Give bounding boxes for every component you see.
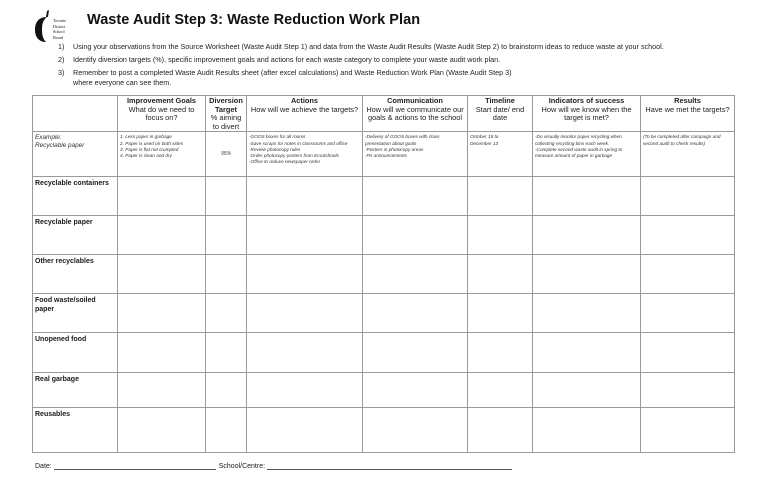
goals-cell[interactable]	[118, 408, 206, 453]
example-row	[33, 132, 735, 177]
goals-cell[interactable]	[118, 255, 206, 294]
example-goal: 1. Less paper in garbage	[120, 134, 172, 140]
category-label: Other recyclables	[33, 255, 118, 294]
example-communication-item: -Posters in photocopy areas	[365, 146, 424, 152]
target-cell[interactable]	[206, 408, 247, 453]
column-header-actions	[247, 96, 363, 132]
instructions-list	[58, 42, 758, 87]
example-action: -Save scraps for notes in classrooms and office	[249, 140, 348, 146]
category-label: Real garbage	[33, 373, 118, 408]
header-subtitle: How will we know when the target is met?	[541, 104, 632, 123]
example-communication	[363, 132, 468, 177]
indicators-cell[interactable]	[533, 408, 641, 453]
date-label: Date:	[35, 463, 52, 470]
instruction-item	[58, 55, 758, 68]
logo-line: Toronto	[53, 18, 67, 23]
actions-cell[interactable]	[247, 333, 363, 373]
instruction-number: 1)	[58, 42, 65, 51]
column-header-category	[33, 96, 118, 132]
example-label	[33, 132, 118, 177]
instruction-text: Identify diversion targets (%), specific improvement goals and actions for each waste category to complete your waste audit work plan.	[73, 55, 501, 64]
header-title: Indicators of success	[548, 96, 625, 105]
timeline-cell[interactable]	[468, 255, 533, 294]
goals-cell[interactable]	[118, 373, 206, 408]
header-title: Results	[674, 96, 701, 105]
actions-cell[interactable]	[247, 294, 363, 333]
example-goals	[118, 132, 206, 177]
footer	[35, 461, 515, 470]
indicators-cell[interactable]	[533, 373, 641, 408]
category-label: Recyclable containers	[33, 177, 118, 216]
communication-cell[interactable]	[363, 294, 468, 333]
target-cell[interactable]	[206, 373, 247, 408]
communication-cell[interactable]	[363, 255, 468, 294]
header-subtitle: Have we met the targets?	[645, 104, 730, 114]
header-subtitle: How will we communicate our goals & actions to the school	[366, 104, 464, 123]
results-cell[interactable]	[641, 294, 735, 333]
target-cell[interactable]	[206, 216, 247, 255]
header-title: Timeline	[485, 96, 515, 105]
timeline-cell[interactable]	[468, 177, 533, 216]
target-cell[interactable]	[206, 255, 247, 294]
category-rows	[33, 177, 735, 453]
example-communication-item: -PA announcements	[365, 152, 407, 158]
instruction-text-line: where everyone can see them.	[73, 77, 172, 87]
table-row	[33, 216, 735, 255]
communication-cell[interactable]	[363, 408, 468, 453]
goals-cell[interactable]	[118, 294, 206, 333]
indicators-cell[interactable]	[533, 216, 641, 255]
indicators-cell[interactable]	[533, 333, 641, 373]
header-subtitle: How will we achieve the targets?	[250, 104, 359, 114]
table-row	[33, 255, 735, 294]
results-cell[interactable]	[641, 333, 735, 373]
results-cell[interactable]	[641, 216, 735, 255]
timeline-cell[interactable]	[468, 294, 533, 333]
target-cell[interactable]	[206, 294, 247, 333]
category-label: Food waste/soiled paper	[33, 294, 118, 333]
header-title: Diversion Target	[209, 96, 243, 114]
results-cell[interactable]	[641, 177, 735, 216]
school-field[interactable]	[267, 461, 512, 470]
timeline-cell[interactable]	[468, 333, 533, 373]
example-timeline	[468, 132, 533, 177]
category-label: Reusables	[33, 408, 118, 453]
instruction-text: Using your observations from the Source Worksheet (Waste Audit Step 1) and data from the Waste Audit Results (Waste Audit Step 2) to brainstorm ideas to reduce waste at your school.	[73, 42, 664, 51]
communication-cell[interactable]	[363, 373, 468, 408]
goals-cell[interactable]	[118, 216, 206, 255]
column-header-indicators	[533, 96, 641, 132]
actions-cell[interactable]	[247, 177, 363, 216]
table-row	[33, 177, 735, 216]
example-indicators	[533, 132, 641, 177]
example-actions	[247, 132, 363, 177]
actions-cell[interactable]	[247, 216, 363, 255]
timeline-cell[interactable]	[468, 373, 533, 408]
target-cell[interactable]	[206, 333, 247, 373]
goals-cell[interactable]	[118, 177, 206, 216]
logo-line: Board	[53, 34, 64, 40]
header-row	[33, 96, 735, 132]
tdsb-logo	[34, 8, 74, 44]
column-header-results	[641, 96, 735, 132]
results-cell[interactable]	[641, 255, 735, 294]
instruction-item	[58, 42, 758, 55]
example-action: -Office to reduce newspaper order	[249, 159, 321, 165]
example-goal: 2. Paper is used on both sides	[120, 140, 184, 146]
column-header-communication	[363, 96, 468, 132]
school-label: School/Centre:	[218, 463, 266, 470]
example-result: (To be completed after campaign and second audit to check results)	[643, 134, 721, 146]
category-label: Unopened food	[33, 333, 118, 373]
communication-cell[interactable]	[363, 216, 468, 255]
example-timeline-line: December 13	[470, 140, 499, 146]
instruction-text	[73, 68, 512, 87]
table-row	[33, 373, 735, 408]
instruction-text-line: Remember to post a completed Waste Audit Results sheet (after excel calculations) and Waste Reduction Work Plan (Waste Audit Step 3)	[73, 68, 512, 77]
header-subtitle: Start date/ end date	[475, 104, 525, 123]
indicators-cell[interactable]	[533, 177, 641, 216]
indicators-cell[interactable]	[533, 255, 641, 294]
example-action: -Order photocopy posters from EcoSchools	[249, 152, 339, 158]
logo-line: School	[53, 29, 65, 35]
header-title: Improvement Goals	[127, 96, 196, 105]
table-row	[33, 408, 735, 453]
logo-text	[53, 18, 66, 40]
goals-cell[interactable]	[118, 333, 206, 373]
example-goal: 3. Paper is flat not crumpled	[120, 146, 179, 152]
work-plan-table	[32, 95, 735, 453]
header-subtitle: What do we need to focus on?	[128, 104, 195, 123]
example-goal: 4. Paper is clean and dry	[120, 152, 172, 158]
communication-cell[interactable]	[363, 333, 468, 373]
results-cell[interactable]	[641, 408, 735, 453]
example-indicator: -Complete second waste audit in spring to measure amount of paper in garbage	[535, 146, 623, 158]
actions-cell[interactable]	[247, 373, 363, 408]
actions-cell[interactable]	[247, 408, 363, 453]
results-cell[interactable]	[641, 373, 735, 408]
instruction-item	[58, 68, 758, 87]
example-action: -GOOS boxes for all rooms	[249, 134, 306, 140]
category-label: Recyclable paper	[33, 216, 118, 255]
example-indicator: -Do visually monitor paper recycling when collecting recycling bins each week.	[535, 134, 622, 146]
example-target: 95%	[206, 132, 247, 177]
example-label-line: Example:	[35, 134, 62, 142]
example-action: -Review photocopy rules	[249, 146, 301, 152]
example-timeline-line: October 15 to	[470, 134, 499, 140]
example-results	[641, 132, 735, 177]
table-row	[33, 333, 735, 373]
header-title: Communication	[387, 96, 443, 105]
logo-line: District	[53, 23, 66, 29]
page-title: Waste Audit Step 3: Waste Reduction Work Plan	[87, 12, 421, 28]
communication-cell[interactable]	[363, 177, 468, 216]
column-header-timeline	[468, 96, 533, 132]
target-cell[interactable]	[206, 177, 247, 216]
indicators-cell[interactable]	[533, 294, 641, 333]
example-communication-item: -Delivery of GOOS boxes with class presentation about goals	[365, 134, 440, 146]
actions-cell[interactable]	[247, 255, 363, 294]
column-header-goals	[118, 96, 206, 132]
example-label-line: Recyclable paper	[35, 142, 85, 150]
date-field[interactable]	[54, 461, 216, 470]
column-header-target	[206, 96, 247, 132]
instruction-number: 3)	[58, 68, 65, 77]
table-row	[33, 294, 735, 333]
header-title: Actions	[290, 96, 319, 105]
instruction-number: 2)	[58, 55, 65, 64]
header-subtitle: % aiming to divert	[210, 113, 242, 131]
timeline-cell[interactable]	[468, 216, 533, 255]
timeline-cell[interactable]	[468, 408, 533, 453]
